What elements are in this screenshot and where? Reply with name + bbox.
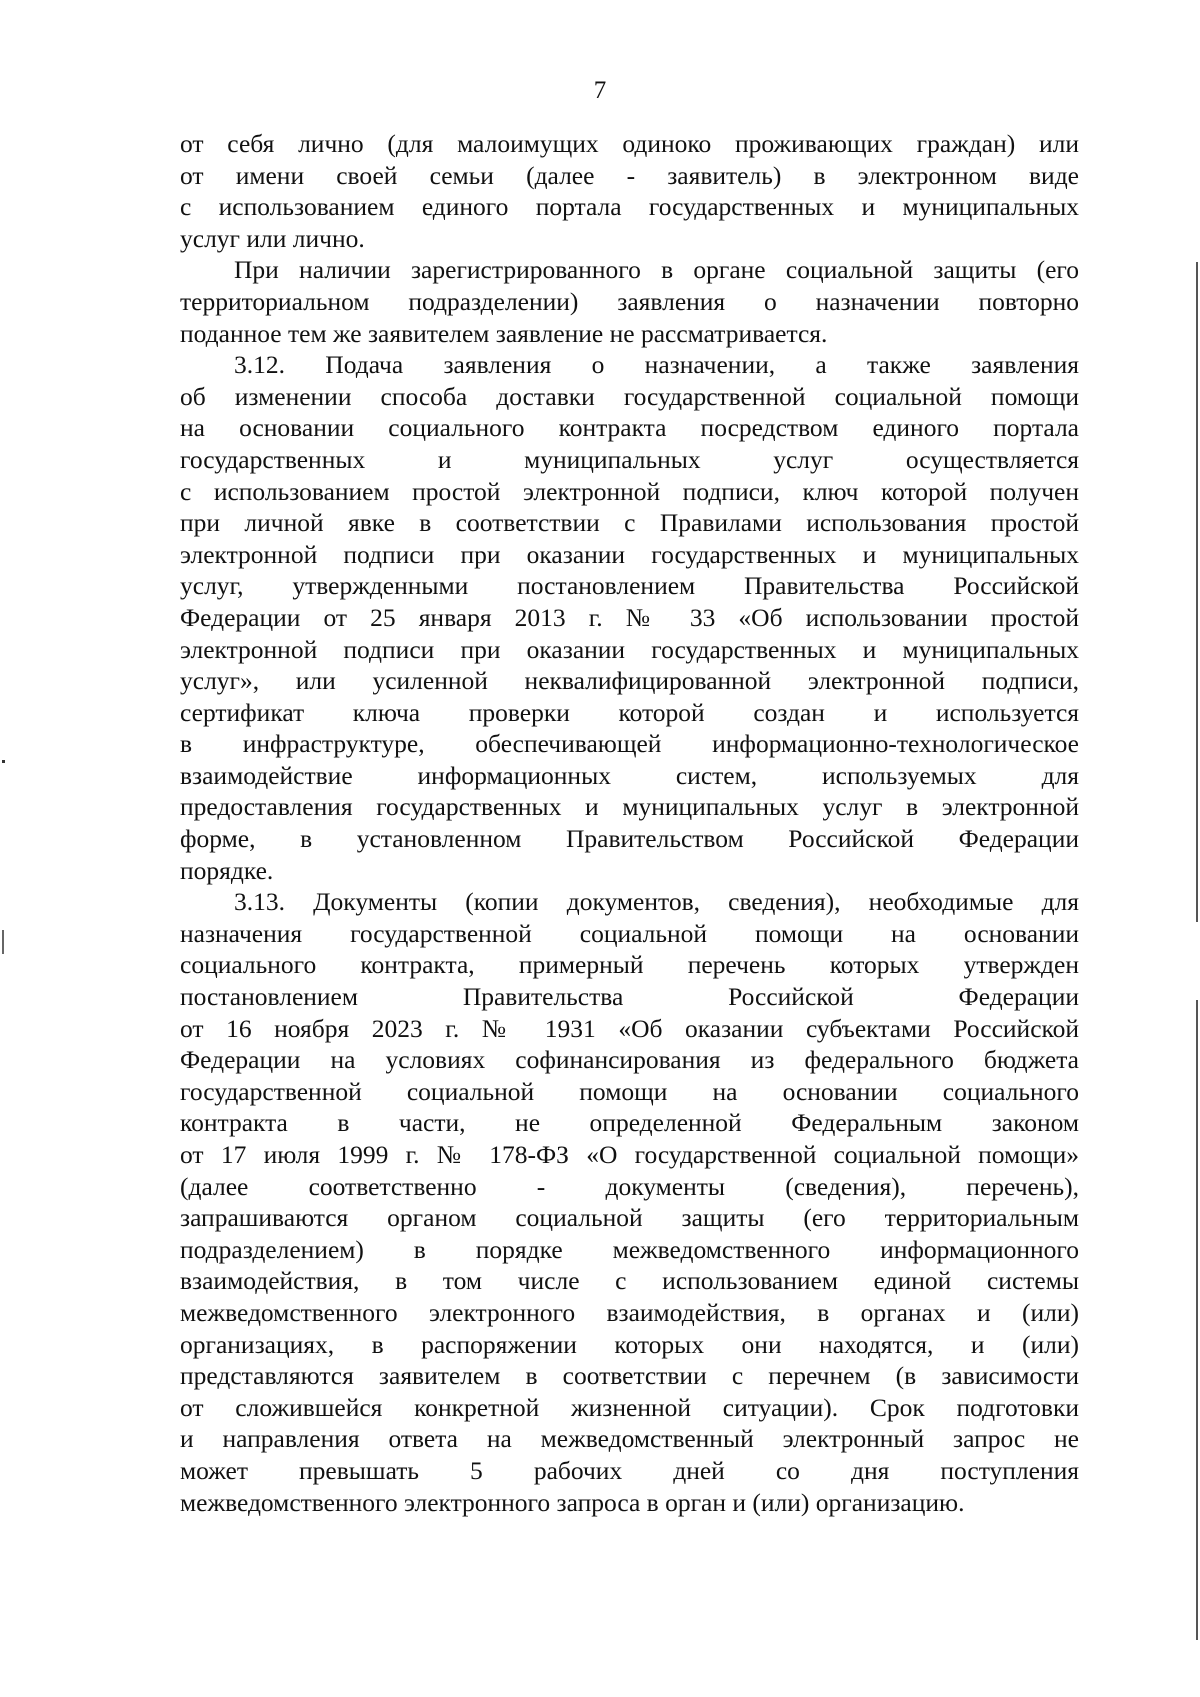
text-line: представляются заявителем в соответствии с перечнем (в зависимости [180, 1361, 1079, 1391]
text-line: поданное тем же заявителем заявление не рассматривается. [180, 318, 828, 348]
text-line: государственной социальной помощи на основании социального [180, 1076, 1079, 1106]
text-line: может превышать 5 рабочих дней со дня поступления [180, 1455, 1079, 1485]
text-line: при личной явке в соответствии с Правилами использования простой [180, 508, 1079, 538]
text-line: от 17 июля 1999 г. № 178-ФЗ «О государственной социальной помощи» [180, 1140, 1079, 1169]
text-line: взаимодействие информационных систем, используемых для [180, 760, 1079, 790]
text-line: 3.12. Подача заявления о назначении, а также заявления [234, 350, 1079, 380]
text-line: контракта в части, не определенной Федеральным законом [180, 1108, 1079, 1138]
page-number: 7 [593, 77, 607, 104]
text-line: услуг», или усиленной неквалифицированной электронной подписи, [180, 666, 1079, 696]
text-line: от имени своей семьи (далее - заявитель) в электронном виде [180, 160, 1079, 190]
text-line: услуг, утвержденными постановлением Правительства Российской [180, 571, 1079, 601]
text-line: форме, в установленном Правительством Российской Федерации [180, 824, 1079, 854]
text-line: в инфраструктуре, обеспечивающей информационно-технологическое [180, 729, 1079, 759]
text-line: Федерации от 25 января 2013 г. № 33 «Об использовании простой [180, 602, 1079, 632]
scan-edge-mark [2, 930, 4, 954]
text-line: с использованием простой электронной подписи, ключ которой получен [180, 476, 1079, 506]
paragraph-3-12 [180, 349, 1079, 886]
text-line: предоставления государственных и муниципальных услуг в электронной [180, 792, 1079, 822]
text-line: взаимодействия, в том числе с использованием единой системы [180, 1266, 1079, 1296]
text-line: межведомственного электронного запроса в орган и (или) организацию. [180, 1487, 965, 1517]
text-line: При наличии зарегистрированного в органе социальной защиты (его [234, 255, 1079, 285]
text-line: организациях, в распоряжении которых они находятся, и (или) [180, 1329, 1079, 1359]
text-line: постановлением Правительства Российской Федерации [180, 982, 1079, 1012]
paragraph-applicant [180, 128, 1079, 254]
text-line: от себя лично (для малоимущих одиноко проживающих граждан) или [180, 129, 1079, 158]
paragraph-duplicate-application [180, 254, 1079, 349]
scan-edge-mark [1196, 1000, 1198, 1640]
text-line: государственных и муниципальных услуг осуществляется [180, 444, 1079, 474]
text-line: территориальном подразделении) заявления о назначении повторно [180, 286, 1079, 316]
text-line: электронной подписи при оказании государственных и муниципальных [180, 634, 1079, 664]
text-line: порядке. [180, 855, 274, 885]
text-line: с использованием единого портала государственных и муниципальных [180, 192, 1079, 222]
text-line: социального контракта, примерный перечень которых утвержден [180, 950, 1079, 980]
paragraph-3-13 [180, 886, 1079, 1518]
text-line: запрашиваются органом социальной защиты (его территориальным [180, 1203, 1079, 1233]
text-line: об изменении способа доставки государственной социальной помощи [180, 381, 1079, 411]
scan-edge-mark [1196, 262, 1198, 922]
text-line: 3.13. Документы (копии документов, сведения), необходимые для [234, 887, 1079, 917]
text-line: сертификат ключа проверки которой создан и используется [180, 697, 1079, 727]
document-body [180, 128, 1079, 1518]
text-line: подразделением) в порядке межведомственного информационного [180, 1234, 1079, 1264]
text-line: услуг или лично. [180, 223, 365, 253]
text-line: и направления ответа на межведомственный электронный запрос не [180, 1424, 1079, 1454]
text-line: от 16 ноября 2023 г. № 1931 «Об оказании субъектами Российской [180, 1013, 1079, 1043]
text-line: (далее соответственно - документы (сведения), перечень), [180, 1171, 1079, 1201]
text-line: Федерации на условиях софинансирования из федерального бюджета [180, 1045, 1079, 1075]
text-line: на основании социального контракта посредством единого портала [180, 413, 1079, 443]
text-line: назначения государственной социальной помощи на основании [180, 918, 1079, 948]
text-line: межведомственного электронного взаимодействия, в органах и (или) [180, 1297, 1079, 1327]
text-line: электронной подписи при оказании государственных и муниципальных [180, 539, 1079, 569]
scan-edge-mark [2, 760, 5, 763]
text-line: от сложившейся конкретной жизненной ситуации). Срок подготовки [180, 1392, 1079, 1422]
